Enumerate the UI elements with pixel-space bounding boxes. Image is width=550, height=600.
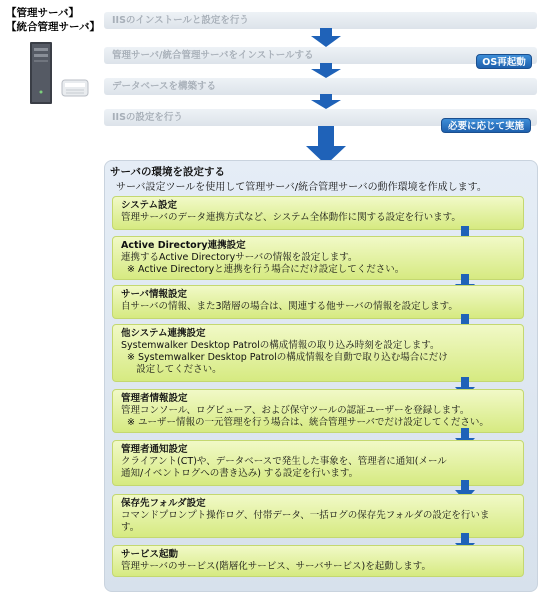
box-line: クライアント(CT)や、データベースで発生した事象を、管理者に通知(メール bbox=[121, 456, 447, 467]
box-title: 管理者通知設定 bbox=[121, 444, 188, 455]
down-arrow-icon bbox=[309, 94, 343, 110]
panel-title: サーバの環境を設定する bbox=[110, 166, 225, 178]
server-label-line-1: 【管理サーバ】 bbox=[6, 7, 79, 19]
as-needed-badge: 必要に応じて実施 bbox=[441, 118, 531, 133]
box-title: サーバ情報設定 bbox=[121, 289, 188, 300]
down-arrow-icon bbox=[309, 63, 343, 79]
step-database-build: データベースを構築する bbox=[104, 78, 537, 95]
panel-description: サーバ設定ツールを使用して管理サーバ/統合管理サーバの動作環境を作成します。 bbox=[116, 182, 487, 193]
save-folder-settings-box bbox=[112, 494, 524, 538]
system-settings-box bbox=[112, 196, 524, 230]
step-iis-config: IISの設定を行う bbox=[104, 109, 537, 126]
step-server-install: 管理サーバ/統合管理サーバをインストールする bbox=[104, 47, 537, 64]
box-title: 管理者情報設定 bbox=[121, 393, 188, 404]
box-line: ※ Systemwalker Desktop Patrolの構成情報を自動で取り込む場合にだけ bbox=[121, 352, 448, 363]
box-title: サービス起動 bbox=[121, 549, 179, 560]
box-line: 連携するActive Directoryサーバの情報を設定します。 bbox=[121, 252, 358, 263]
administrator-info-settings-box bbox=[112, 389, 524, 433]
box-line: 管理サーバのサービス(階層化サービス、サーバサービス)を起動します。 bbox=[121, 561, 431, 572]
box-line: Systemwalker Desktop Patrolの構成情報の取り込み時刻を設定します。 bbox=[121, 340, 440, 351]
box-title: 保存先フォルダ設定 bbox=[121, 498, 206, 509]
box-line: 管理サーバのデータ連携方式など、システム全体動作に関する設定を行います。 bbox=[121, 212, 461, 223]
printer-device-icon bbox=[62, 80, 88, 96]
box-line: 設定してください。 bbox=[121, 364, 222, 375]
service-start-box bbox=[112, 545, 524, 577]
box-title: Active Directory連携設定 bbox=[121, 240, 246, 251]
step-iis-install: IISのインストールと設定を行う bbox=[104, 12, 537, 29]
server-tower-icon bbox=[28, 42, 98, 106]
box-title: 他システム連携設定 bbox=[121, 328, 206, 339]
server-label-line-2: 【統合管理サーバ】 bbox=[6, 21, 100, 33]
box-line: 通知/イベントログへの書き込み) する設定を行います。 bbox=[121, 468, 359, 479]
box-line: ※ ユーザー情報の一元管理を行う場合は、統合管理サーバでだけ設定してください。 bbox=[121, 417, 489, 428]
box-line: コマンドプロンプト操作ログ、付帯データ、一括ログの保存先フォルダの設定を行いま bbox=[121, 510, 490, 521]
box-line: 管理コンソール、ログビューア、および保守ツールの認証ユーザーを登録します。 bbox=[121, 405, 470, 416]
box-line: 自サーバの情報、また3階層の場合は、関連する他サーバの情報を設定します。 bbox=[121, 301, 458, 312]
other-system-settings-box bbox=[112, 324, 524, 382]
down-arrow-icon bbox=[309, 28, 343, 48]
os-restart-badge: OS再起動 bbox=[476, 54, 532, 69]
box-title: システム設定 bbox=[121, 200, 178, 211]
server-label bbox=[6, 6, 100, 34]
box-line: ※ Active Directoryと連携を行う場合にだけ設定してください。 bbox=[121, 264, 405, 275]
box-line: す。 bbox=[121, 522, 140, 533]
